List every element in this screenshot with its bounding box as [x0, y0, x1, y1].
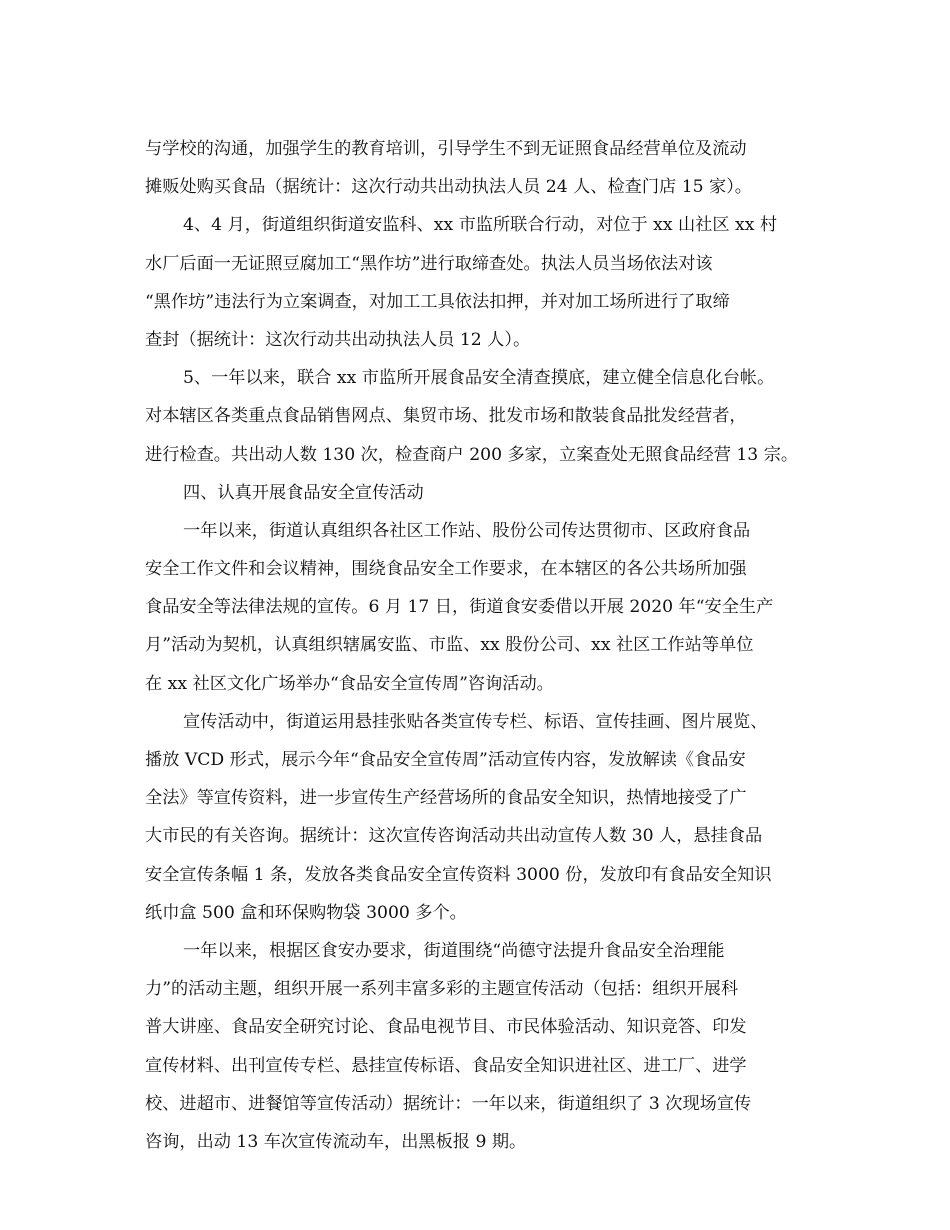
paragraph-publicity-activities — [145, 703, 807, 932]
text-line: 大市民的有关咨询。据统计：这次宣传咨询活动共出动宣传人数 30 人，悬挂食品 — [145, 826, 763, 847]
text-line: 校、进超市、进餐馆等宣传活动）据统计：一年以来，街道组织了 3 次现场宣传 — [145, 1093, 752, 1114]
text-line: 播放 VCD 形式，展示今年“食品安全宣传周”活动宣传内容，发放解读《食品安 — [145, 750, 746, 770]
text-line: 与学校的沟通，加强学生的教育培训，引导学生不到无证照食品经营单位及流动 — [145, 139, 747, 159]
text-line: 安全工作文件和会议精神，围绕食品安全工作要求，在本辖区的各公共场所加强 — [145, 559, 747, 580]
text-line: 对本辖区各类重点食品销售网点、集贸市场、批发市场和散装食品批发经营者， — [145, 406, 747, 427]
text-line: 进行检查。共出动人数 130 次，检查商户 200 多家，立案查处无照食品经营 13 宗。 — [145, 444, 799, 465]
text-line: 力”的活动主题，组织开展一系列丰富多彩的主题宣传活动（包括：组织开展科 — [145, 979, 739, 1000]
text-line: 一年以来，街道认真组织各社区工作站、股份公司传达贯彻市、区政府食品 — [183, 520, 751, 541]
text-line: 全法》等宣传资料，进一步宣传生产经营场所的食品安全知识，热情地接受了广 — [145, 788, 747, 809]
text-line: 水厂后面一无证照豆腐加工“黑作坊”进行取缔查处。执法人员当场依法对该 — [145, 253, 713, 274]
text-line: 宣传活动中，街道运用悬挂张贴各类宣传专栏、标语、宣传挂画、图片展览、 — [183, 711, 768, 732]
text-line: 食品安全等法律法规的宣传。6 月 17 日，街道食安委借以开展 2020 年“安全生产 — [145, 597, 774, 618]
text-line: 在 xx 社区文化广场举办“食品安全宣传周”咨询活动。 — [145, 673, 554, 694]
text-line: 4、4 月，街道组织街道安监科、xx 市监所联合行动，对位于 xx 山社区 xx 村 — [183, 215, 778, 236]
text-line: “黑作坊”违法行为立案调查，对加工工具依法扣押，并对加工场所进行了取缔 — [145, 291, 730, 312]
paragraph-item-5 — [145, 359, 807, 474]
text-line: 查封（据统计：这次行动共出动执法人员 12 人）。 — [145, 329, 531, 350]
section-heading — [145, 474, 807, 512]
text-line: 纸巾盒 500 盒和环保购物袋 3000 多个。 — [145, 902, 467, 923]
text-line: 安全宣传条幅 1 条，发放各类食品安全宣传资料 3000 份，发放印有食品安全知识 — [145, 864, 772, 885]
paragraph-item-4 — [145, 206, 807, 359]
text-line: 摊贩处购买食品（据统计：这次行动共出动执法人员 24 人、检查门店 15 家）。 — [145, 177, 752, 198]
paragraph-publicity-overview — [145, 512, 807, 703]
text-line: 咨询，出动 13 车次宣传流动车，出黑板报 9 期。 — [145, 1131, 527, 1152]
paragraph-continuation — [145, 130, 807, 206]
text-line: 月”活动为契机，认真组织辖属安监、市监、xx 股份公司、xx 社区工作站等单位 — [145, 635, 754, 656]
paragraph-themed-campaign — [145, 932, 807, 1161]
text-line: 一年以来，根据区食安办要求，街道围绕“尚德守法提升食品安全治理能 — [183, 940, 725, 961]
text-line: 宣传材料、出刊宣传专栏、悬挂宣传标语、食品安全知识进社区、进工厂、进学 — [145, 1055, 747, 1076]
section-heading-text: 四、认真开展食品安全宣传活动 — [183, 482, 424, 503]
text-line: 5、一年以来，联合 xx 市监所开展食品安全清查摸底，建立健全信息化台帐。 — [183, 368, 775, 389]
text-line: 普大讲座、食品安全研究讨论、食品电视节目、市民体验活动、知识竞答、印发 — [145, 1017, 747, 1038]
document-body — [145, 130, 807, 1161]
